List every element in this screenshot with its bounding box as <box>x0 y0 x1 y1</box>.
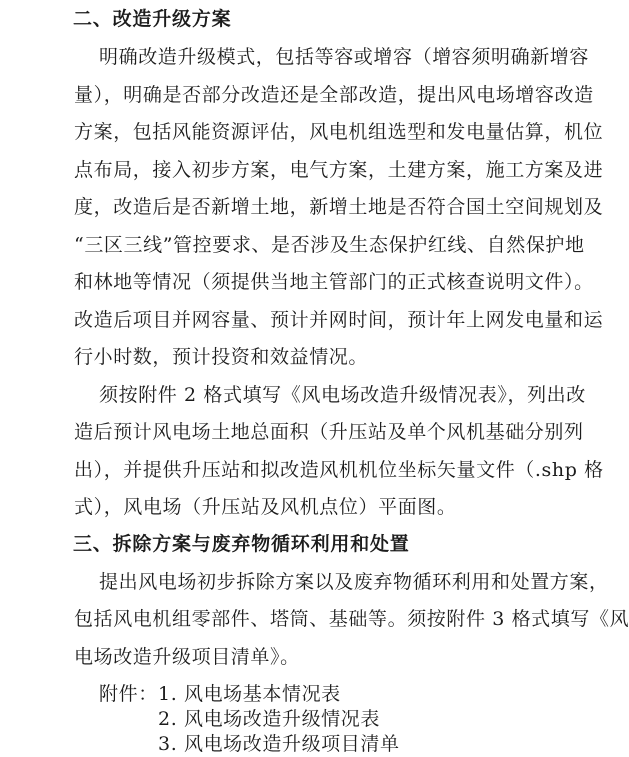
attachment-item-2: 2. 风电场改造升级情况表 <box>158 708 380 730</box>
paragraph-line: 方案，包括风能资源评估，风电机组选型和发电量估算，机位 <box>74 121 604 143</box>
paragraph-line: 改造后项目并网容量、预计并网时间，预计年上网发电量和运 <box>74 309 604 331</box>
paragraph-line: 明确改造升级模式，包括等容或增容（增容须明确新增容 <box>99 46 590 68</box>
section-heading-renovation-plan: 二、改造升级方案 <box>73 8 232 30</box>
paragraph-line: 量），明确是否部分改造还是全部改造，提出风电场增容改造 <box>74 84 594 106</box>
attachment-item-3: 3. 风电场改造升级项目清单 <box>158 733 400 755</box>
paragraph-line: 造后预计风电场土地总面积（升压站及单个风机基础分别列 <box>74 421 584 443</box>
paragraph-line: 点布局，接入初步方案，电气方案，土建方案，施工方案及进 <box>74 159 604 181</box>
paragraph-line: 提出风电场初步拆除方案以及废弃物循环利用和处置方案， <box>99 571 609 593</box>
paragraph-line: 电场改造升级项目清单》。 <box>74 646 300 668</box>
attachments-label: 附件： <box>99 683 158 705</box>
paragraph-line: 须按附件 2 格式填写《风电场改造升级情况表》，列出改 <box>99 384 586 406</box>
paragraph-line: “三区三线”管控要求、是否涉及生态保护红线、自然保护地 <box>74 234 585 256</box>
paragraph-line: 出），并提供升压站和拟改造风机机位坐标矢量文件（.shp 格 <box>74 459 604 481</box>
paragraph-line: 式），风电场（升压站及风机点位）平面图。 <box>74 496 457 518</box>
paragraph-line: 度，改造后是否新增土地，新增土地是否符合国土空间规划及 <box>74 196 604 218</box>
paragraph-line: 行小时数，预计投资和效益情况。 <box>74 346 369 368</box>
paragraph-line: 和林地等情况（须提供当地主管部门的正式核查说明文件）。 <box>74 271 594 293</box>
section-heading-demolition-plan: 三、拆除方案与废弃物循环利用和处置 <box>73 533 410 555</box>
paragraph-line: 包括风电机组零部件、塔筒、基础等。须按附件 3 格式填写《风 <box>74 608 629 630</box>
attachment-item-1: 1. 风电场基本情况表 <box>158 683 341 705</box>
